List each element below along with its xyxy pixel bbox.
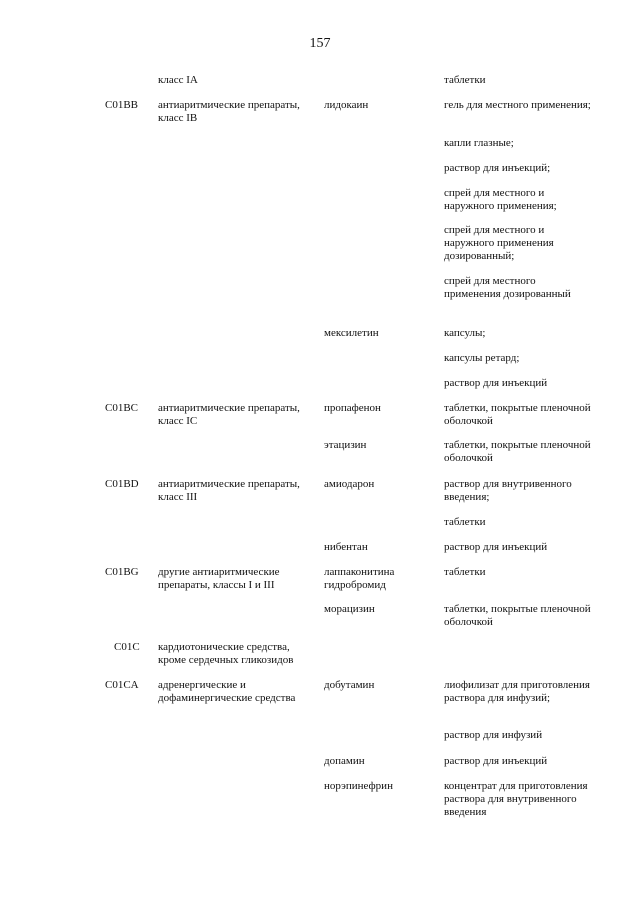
group-label: антиаритмические препараты, класс IB [158,99,300,124]
drug-name: мексилетин [324,327,379,339]
dosage-form: таблетки [444,74,486,86]
dosage-form: раствор для инъекций [444,755,548,767]
dosage-form: концентрат для приготовления раствора для внутривенного введения [444,780,588,818]
drug-name: норэпинефрин [324,780,393,792]
dosage-form: капсулы; [444,327,486,339]
atc-code: C01BB [105,99,139,111]
group-label: антиаритмические препараты, класс III [158,478,300,503]
drug-name: лаппаконитина гидробромид [324,566,395,591]
group-label: класс IA [158,74,198,86]
dosage-form: гель для местного применения; [444,99,591,111]
dosage-form: спрей для местного применения дозированный [444,275,571,300]
dosage-form: спрей для местного и наружного применения дозированный; [444,224,554,262]
drug-name: лидокаин [324,99,369,111]
dosage-form: таблетки, покрытые пленочной оболочкой [444,603,591,628]
atc-code: C01BC [105,402,139,414]
page-number: 157 [309,36,331,51]
dosage-form: раствор для инфузий [444,729,543,741]
drug-name: пропафенон [324,402,381,414]
dosage-form: спрей для местного и наружного применения; [444,187,557,212]
group-label: адренергические и дофаминергические средства [158,679,296,704]
dosage-form: раствор для инъекций; [444,162,551,174]
dosage-form: таблетки, покрытые пленочной оболочкой [444,439,591,464]
atc-code: C01BD [105,478,139,490]
atc-code: C01C [114,641,140,653]
atc-code: C01CA [105,679,139,691]
group-label: антиаритмические препараты, класс IC [158,402,300,427]
drug-name: допамин [324,755,365,767]
group-label: другие антиаритмические препараты, классы I и III [158,566,280,591]
dosage-form: таблетки [444,566,486,578]
dosage-form: капсулы ретард; [444,352,520,364]
drug-name: этацизин [324,439,367,451]
atc-code: C01BG [105,566,139,578]
drug-name: добутамин [324,679,375,691]
dosage-form: раствор для внутривенного введения; [444,478,572,503]
group-label: кардиотонические средства, кроме сердечных гликозидов [158,641,294,666]
dosage-form: таблетки [444,516,486,528]
drug-name: нибентан [324,541,368,553]
dosage-form: лиофилизат для приготовления раствора для инфузий; [444,679,590,704]
drug-name: морацизин [324,603,375,615]
drug-name: амиодарон [324,478,375,490]
dosage-form: капли глазные; [444,137,514,149]
dosage-form: раствор для инъекций [444,541,548,553]
dosage-form: таблетки, покрытые пленочной оболочкой [444,402,591,427]
dosage-form: раствор для инъекций [444,377,548,389]
